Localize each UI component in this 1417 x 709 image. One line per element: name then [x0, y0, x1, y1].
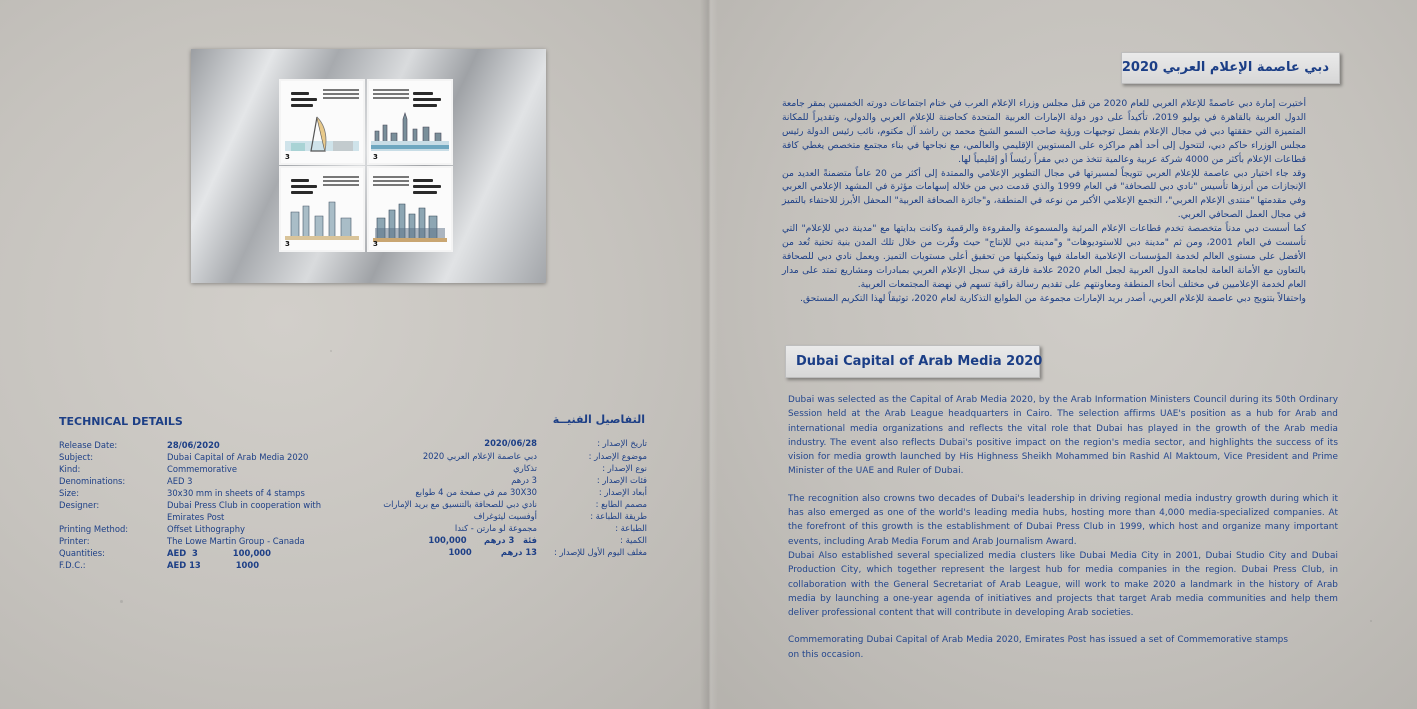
stamp-media-city — [281, 168, 363, 250]
tech-value: AED 3 100,000 — [167, 548, 271, 558]
stamp-downtown — [369, 168, 451, 250]
tech-ar-value: 30X30 مم في صفحة من 4 طوابع — [415, 487, 537, 497]
tech-ar-label: مصمم الطابع : — [595, 499, 647, 509]
tech-ar-label: نوع الإصدار : — [602, 463, 647, 473]
arabic-paragraph: وقد جاء اختيار دبي عاصمة للإعلام العربي تتويجاً لمسيرتها في مجال التطوير الإعلامي والممتدة إلى أكثر من 20 عاماً متضمنةً العديد من الإنجازات من أبرزها تأسيس "نادي دبي للصحافة" في العام 1999 والذي قدمت دبي من خلاله إسهامات مؤثرة في المشهد الإعلامي العربي وفي مقدمتها "منتدى الإعلام العربي"، التجمع الإعلامي الأكبر من نوعه في المنطقة، و"جائزة الصحافة العربية" المحفل الأبرز للاحتفاء بالتميز في مجال العمل الصحافي العربي. — [782, 167, 1306, 221]
english-title-box — [785, 345, 1043, 378]
tech-ar-value: 13 درهم 1000 — [448, 547, 537, 557]
tech-ar-value: دبي عاصمة الإعلام العربي 2020 — [422, 451, 537, 461]
technical-details-ar-title: التفاصيل الفنيــة — [552, 413, 645, 426]
tech-ar-label: الكمية : — [620, 535, 647, 545]
tech-ar-label: طريقة الطباعة : — [590, 511, 647, 521]
denomination: 3 — [373, 153, 378, 161]
arabic-paragraph: أختيرت إمارة دبي عاصمةً للإعلام العربي للعام 2020 من قبل مجلس وزراء الإعلام العرب في ختام اجتماعات دورته الخمسين بمقر جامعة الدول العربية بالقاهرة في يوليو 2019، تأكيداً على دور دولة الإمارات العربية المتحدة كحاضنة للإعلام العربي والدولي، وتقديراً للمكانة المتميزة التي حققتها دبي في مجال الإعلام بفضل توجيهات ورؤية صاحب السمو الشيخ محمد بن راشد آل مكتوم، نائب رئيس الدولة رئيس مجلس الوزراء حاكم دبي، لتتحول إلى أحد أهم مراكزه على المستويين الإقليمي والعالمي، مع نجاحها في بناء مجتمع متخصص يغطي كافة قطاعات الإعلام بأكثر من 4000 شركة عربية وعالمية تتخذ من دبي مقراً رئيساً أو إقليمياً لها. — [782, 98, 1306, 165]
tech-ar-label: موضوع الإصدار : — [588, 451, 647, 461]
tech-label: Release Date: — [59, 440, 118, 450]
tech-ar-label: الطباعة : — [615, 523, 647, 533]
page-gutter — [700, 0, 718, 709]
tech-ar-value: أوفسيت ليثوغراف — [473, 511, 537, 521]
tech-ar-label: تاريخ الإصدار : — [597, 438, 647, 448]
tech-label: Subject: — [59, 452, 94, 462]
denomination: 3 — [373, 240, 378, 248]
tech-ar-label: أبعاد الإصدار : — [598, 487, 647, 497]
denomination: 3 — [285, 153, 290, 161]
tech-ar-value: نادي دبي للصحافة بالتنسيق مع بريد الإمارات — [383, 499, 537, 509]
tech-value: 28/06/2020 — [167, 440, 220, 450]
tech-label: F.D.C.: — [59, 560, 86, 570]
arabic-body — [782, 97, 1306, 306]
english-body — [788, 393, 1338, 662]
tech-value: Dubai Capital of Arab Media 2020 — [167, 452, 309, 462]
arabic-title-box — [1121, 52, 1340, 84]
tech-value: Commemorative — [167, 464, 238, 474]
tech-value: AED 13 1000 — [167, 560, 260, 570]
tech-ar-value: مجموعة لو مارتن - كندا — [454, 523, 537, 533]
texture-speck — [1370, 620, 1372, 622]
tech-ar-value: 3 درهم — [511, 475, 537, 485]
tech-value: The Lowe Martin Group - Canada — [167, 536, 305, 546]
tech-label: Designer: — [59, 500, 100, 510]
tech-label: Denominations: — [59, 476, 126, 486]
english-title: Dubai Capital of Arab Media 2020 — [796, 354, 1043, 369]
tech-value: Emirates Post — [167, 512, 225, 522]
arabic-paragraph: واحتفالاً بتتويج دبي عاصمة للإعلام العربي، أصدر بريد الإمارات مجموعة من الطوابع التذكارية لعام 2020، توثيقاً لهذا التكريم المستحق. — [800, 292, 1306, 304]
tech-value: Offset Lithography — [167, 524, 246, 534]
tech-ar-value: 2020/06/28 — [484, 438, 537, 448]
english-paragraph: The recognition also crowns two decades of Dubai's leadership in driving regional media industry growth during which it has also emerged as one of the world's leading media hubs, hosting more than 4,000 media-specialized companies. At the forefront of this growth is the establishment of Dubai Press Club in 1999, which host and organize many important events, including Arab Media Forum and Arab Journalism Award. — [788, 493, 1338, 547]
tech-label: Size: — [59, 488, 80, 498]
stamp-sheet — [191, 49, 546, 283]
denomination: 3 — [285, 240, 290, 248]
tech-label: Printer: — [59, 536, 90, 546]
stamp-block — [274, 78, 454, 248]
english-paragraph: Dubai was selected as the Capital of Arab Media 2020, by the Arab Information Ministers Council during its 50th Ordinary Session held at the Arab League headquarters in Cairo. The selection affirms UAE's position as a hub for Arab and international media organizations and reflects the vital role that Dubai has played in the growth of the Arab media industry. The event also reflects Dubai's positive impact on the region's media sector, and highlights the success of its vision for media growth launched by His Highness Sheikh Mohammed bin Rashid Al Maktoum, Vice President and Prime Minister of the UAE and Ruler of Dubai. — [788, 395, 1338, 477]
tech-label: Kind: — [59, 464, 81, 474]
technical-details-title: TECHNICAL DETAILS — [59, 415, 183, 428]
stamp-dubai-skyline — [369, 81, 451, 163]
texture-speck — [330, 350, 332, 352]
tech-value: AED 3 — [167, 476, 193, 486]
tech-ar-label: فئات الإصدار : — [596, 475, 647, 485]
texture-speck — [120, 600, 123, 603]
tech-label: Printing Method: — [59, 524, 129, 534]
tech-label: Quantities: — [59, 548, 105, 558]
tech-ar-label: مغلف اليوم الأول للإصدار : — [553, 547, 647, 557]
stamp-burj-al-arab — [281, 81, 363, 163]
arabic-title: دبي عاصمة الإعلام العربي 2020 — [1121, 60, 1329, 75]
english-paragraph: Dubai Also established several specialized media clusters like Dubai Media City in 2001, Dubai Studio City and Dubai Production City, which together represent the largest hub for media companies in the region. Dubai Press Club, in collaboration with the General Secretariat of Arab League, will work to make 2020 a landmark in the history of Arab media by launching a one-year agenda of initiatives and projects that target Arab media communities and help them deliver professional content that will contribute in developing Arab societies. — [788, 550, 1338, 619]
tech-ar-value: تذكاري — [513, 463, 537, 473]
tech-value: Dubai Press Club in cooperation with — [167, 500, 322, 510]
arabic-paragraph: كما أسست دبي مدناً متخصصة تخدم قطاعات الإعلام المرئية والمسموعة والمقروءة والرقمية وكانت بدايتها مع "مدينة دبي للإعلام" التي تأسست في العام 2001، ومن ثم "مدينة دبي للاستوديوهات" و"مدينة دبي للإنتاج" حيث وفّرت من خلال تلك المدن بنية تحتية تُعد من الأفضل على مستوى العالم لخدمة المؤسسات الإعلامية العاملة فيها وتمكينها من تحقيق أعلى مستويات التميز. ويعمل نادي دبي للصحافة بالتعاون مع الأمانة العامة لجامعة الدول العربية لجعل العام 2020 علامة فارقة في سجل الإعلام العربي بمبادرات ومشاريع تمتد على مدار العام لخدمة الإعلاميين في مختلف أنحاء المنطقة ومعاونتهم على تقديم رسالة راقية تسهم في نهضة المجتمعات العربية. — [782, 223, 1306, 290]
tech-ar-value: فئة 3 درهم 100,000 — [428, 535, 537, 545]
english-paragraph: Commemorating Dubai Capital of Arab Media 2020, Emirates Post has issued a set of Commemorative stamps on this occasion. — [788, 635, 1288, 660]
tech-value: 30x30 mm in sheets of 4 stamps — [167, 488, 305, 498]
